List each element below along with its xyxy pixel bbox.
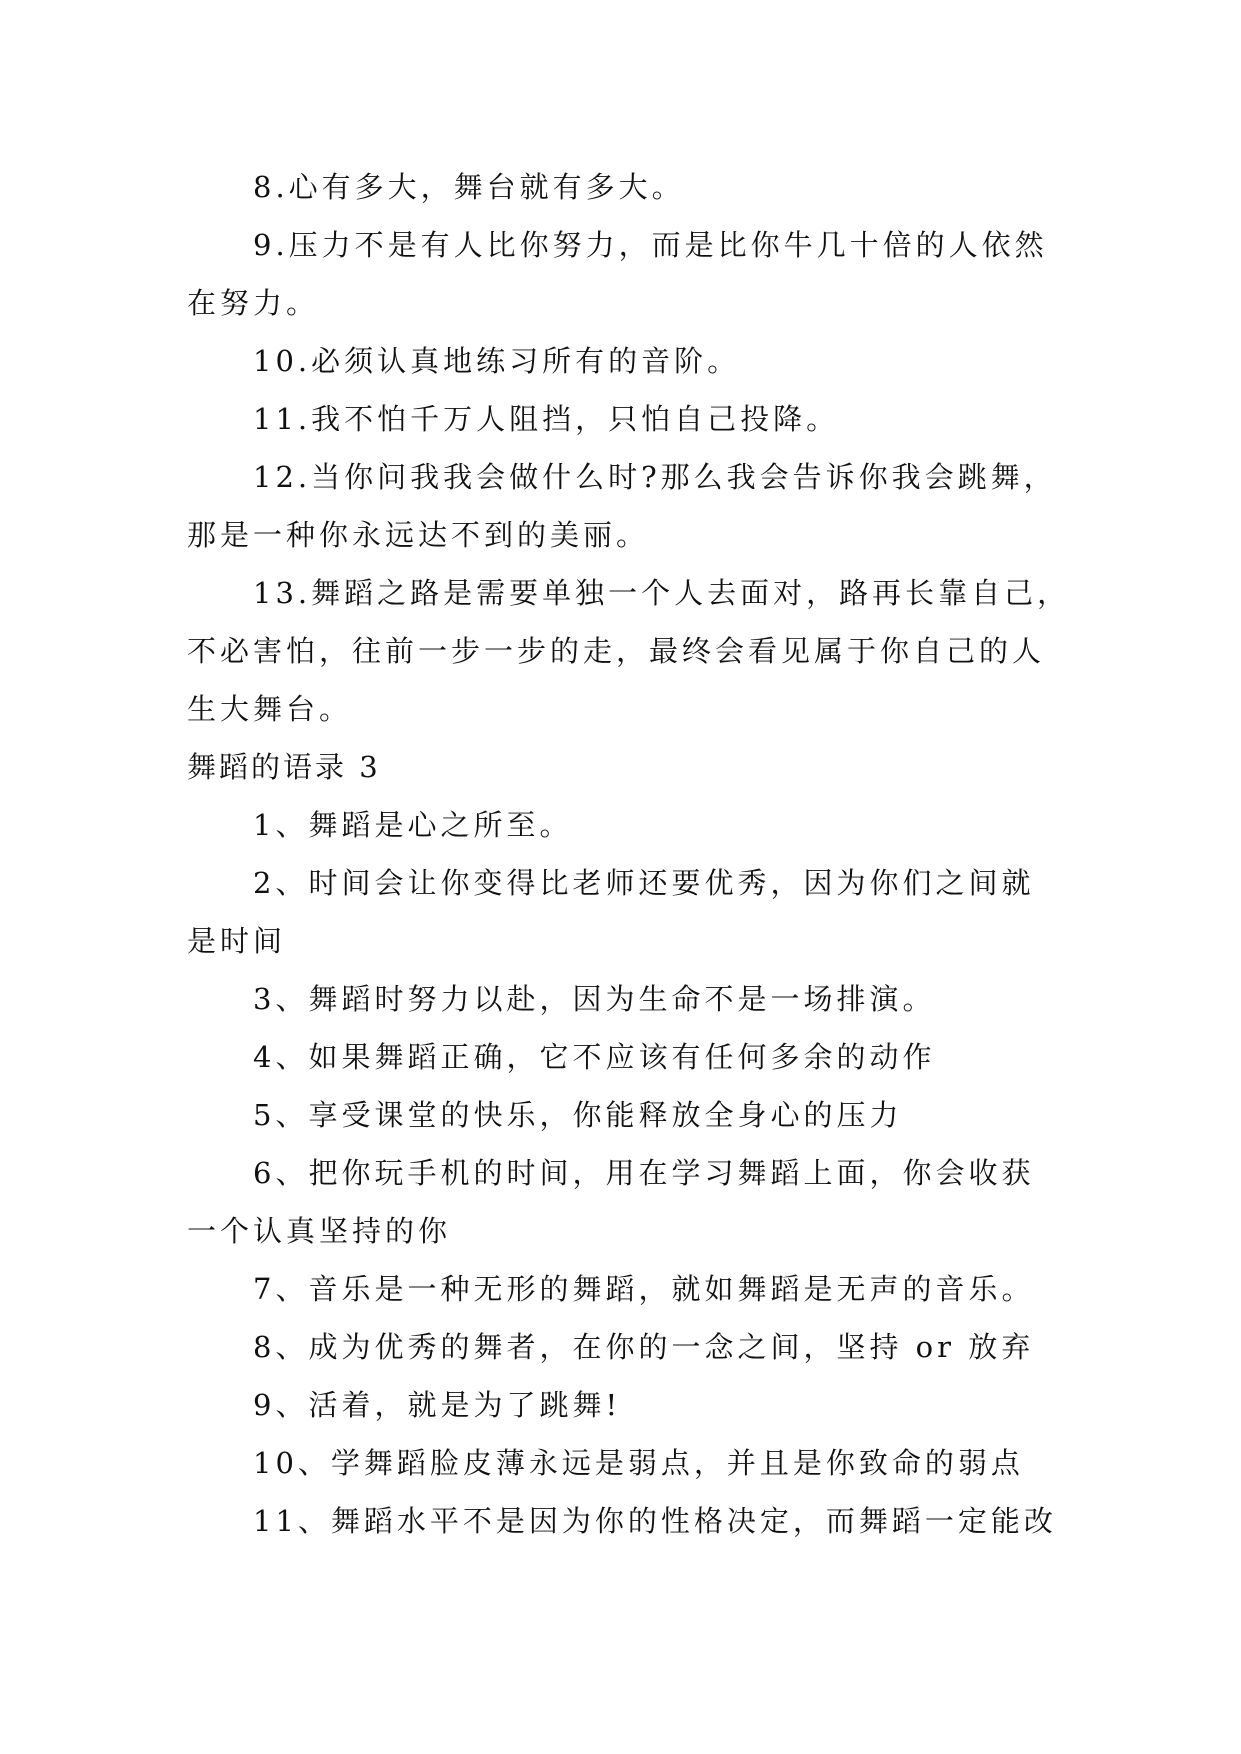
quote-line-continuation: 是时间 [187,924,287,958]
quote-line-continuation: 不必害怕，往前一步一步的走，最终会看见属于你自己的人 [187,634,1046,668]
quote-line: 2、时间会让你变得比老师还要优秀，因为你们之间就 [253,866,1035,900]
quote-line: 13.舞蹈之路是需要单独一个人去面对，路再长靠自己， [253,576,1071,610]
quote-line-continuation: 在努力。 [187,286,320,320]
quote-line: 9.压力不是有人比你努力，而是比你牛几十倍的人依然 [253,228,1048,262]
quote-line: 5、享受课堂的快乐，你能释放全身心的压力 [253,1098,903,1132]
quote-line: 10、学舞蹈脸皮薄永远是弱点，并且是你致命的弱点 [253,1446,1024,1480]
document-body [187,158,1071,1550]
quote-line-continuation: 生大舞台。 [187,692,353,726]
quote-line: 11、舞蹈水平不是因为你的性格决定，而舞蹈一定能改 [253,1504,1057,1538]
quote-line: 7、音乐是一种无形的舞蹈，就如舞蹈是无声的音乐。 [253,1272,1035,1306]
quote-line-continuation: 那是一种你永远达不到的美丽。 [187,518,650,552]
quote-line: 8、成为优秀的舞者，在你的一念之间，坚持 or 放弃 [253,1330,1035,1364]
quote-line: 10.必须认真地练习所有的音阶。 [253,344,741,378]
quote-line: 1、舞蹈是心之所至。 [253,808,573,842]
quote-line: 9、活着，就是为了跳舞! [253,1388,622,1422]
quote-line: 6、把你玩手机的时间，用在学习舞蹈上面，你会收获 [253,1156,1035,1190]
quote-line: 12.当你问我我会做什么时?那么我会告诉你我会跳舞， [253,460,1057,494]
quote-line: 8.心有多大，舞台就有多大。 [253,170,685,204]
quote-line-continuation: 一个认真坚持的你 [187,1214,452,1248]
quote-line: 11.我不怕千万人阻挡，只怕自己投降。 [253,402,840,436]
quote-line: 3、舞蹈时努力以赴，因为生命不是一场排演。 [253,982,936,1016]
quote-line: 4、如果舞蹈正确，它不应该有任何多余的动作 [253,1040,936,1074]
section-heading: 舞蹈的语录 3 [187,750,381,784]
